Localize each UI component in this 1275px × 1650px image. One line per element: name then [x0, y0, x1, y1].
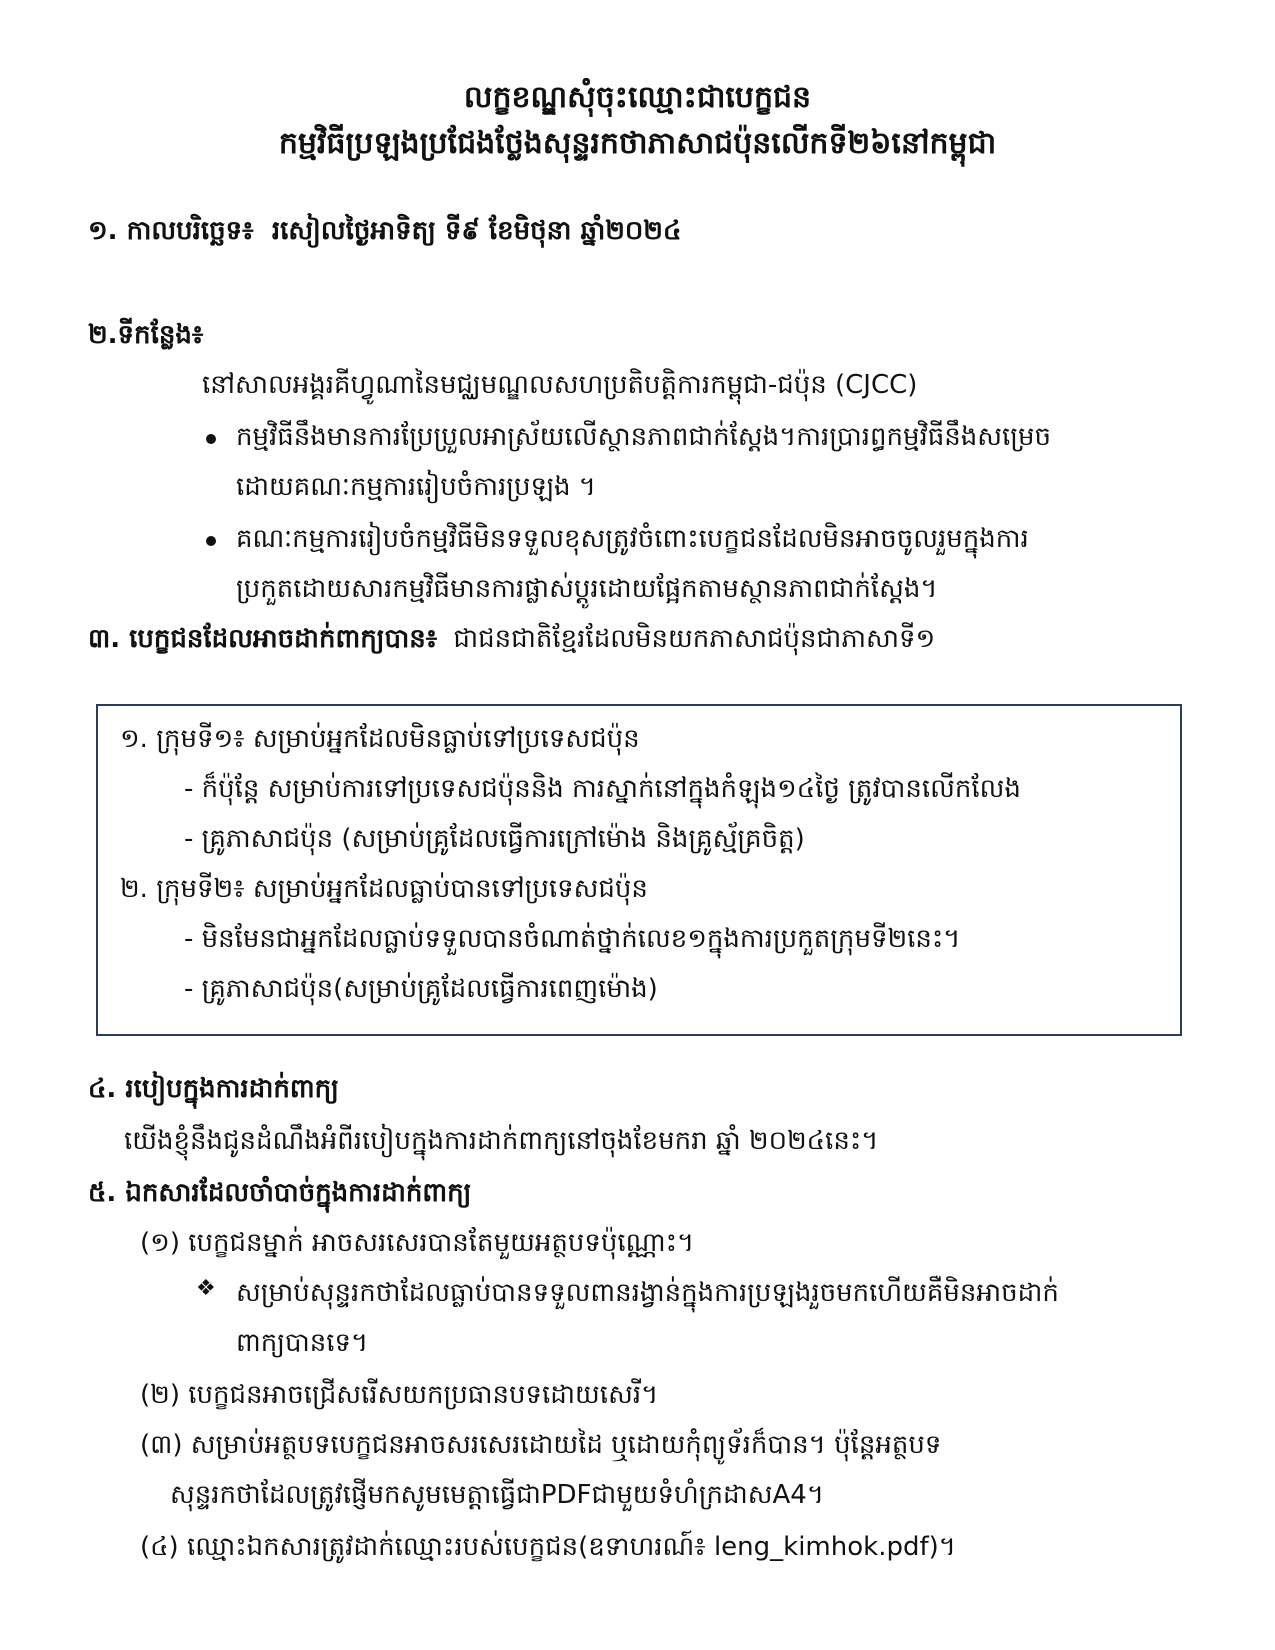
- documents-item-3-line-1: (៣) សម្រាប់អត្ថបទបេក្ខជនអាចសរសេរដោយដៃ ឬដោយកុំព្យូទ័រក៏បាន។ ប៉ុន្តែអត្ថបទ: [140, 1430, 942, 1460]
- documents-item-1-note-line-2: ពាក្យបានទេ។: [236, 1328, 369, 1358]
- group-1-title: ១. ក្រុមទី១៖ សម្រាប់អ្នកដែលមិនធ្លាប់ទៅប្រទេសជប៉ុន: [120, 724, 640, 754]
- section-method-text: យើងខ្ញុំនឹងជូនដំណឹងអំពីរបៀបក្នុងការដាក់ពាក្យនៅចុងខែមករា ឆ្នាំ ២០២៤នេះ។: [124, 1126, 879, 1156]
- documents-item-1-note-line-1: [196, 1276, 1059, 1314]
- section-date-label: ១. កាលបរិច្ឆេទ៖: [88, 216, 254, 246]
- group-2-item-2: - គ្រូភាសាជប៉ុន(សម្រាប់គ្រូដែលធ្វើការពេញម៉ោង): [184, 974, 658, 1004]
- venue-bullet-2-line-1: គណៈកម្មការរៀបចំកម្មវិធីមិនទទួលខុសត្រូវចំពោះបេក្ខជនដែលមិនអាចចូលរួមក្នុងការ: [236, 522, 1029, 560]
- section-venue-label: ២.ទីកន្លែង៖: [88, 320, 204, 350]
- documents-item-1-note-text: សម្រាប់សុន្ទរកថាដែលធ្លាប់បានទទួលពានរង្វាន់ក្នុងការប្រឡងរួចមកហើយគឺមិនអាចដាក់: [236, 1278, 1059, 1308]
- venue-bullet-1-line-1: កម្មវិធីនឹងមានការប្រែប្រួលអាស្រ័យលើស្ថានភាពជាក់ស្តែង។ការប្រារព្ធកម្មវិធីនឹងសម្រេច: [236, 420, 1051, 458]
- diamond-bullet-icon: ❖: [196, 1276, 216, 1301]
- section-eligibility-label: ៣. បេក្ខជនដែលអាចដាក់ពាក្យបាន៖: [88, 624, 438, 654]
- group-1-item-2: - គ្រូភាសាជប៉ុន (សម្រាប់គ្រូដែលធ្វើការក្រៅម៉ោង និងគ្រូស្ម័គ្រចិត្ត): [184, 824, 805, 854]
- documents-item-3-line-2: សុន្ទរកថាដែលត្រូវផ្ញើមកសូមមេត្តាធ្វើជាPDFជាមួយទំហំក្រដាសA4។: [170, 1480, 824, 1510]
- venue-text: នៅសាលអង្គរគីហ្វូណានៃមជ្ឈមណ្ឌលសហប្រតិបត្តិការកម្ពុជា-ជប៉ុន (CJCC): [202, 370, 918, 400]
- group-1-item-1: - ក៏ប៉ុន្តែ សម្រាប់ការទៅប្រទេសជប៉ុននិង ការស្នាក់នៅក្នុងកំឡុង១៤ថ្ងៃ ត្រូវបានលើកលែង: [184, 774, 1021, 804]
- documents-item-2: (២) បេក្ខជនអាចជ្រើសរើសយកប្រធានបទដោយសេរី។: [140, 1380, 659, 1410]
- group-2-title: ២. ក្រុមទី២៖ សម្រាប់អ្នកដែលធ្លាប់បានទៅប្រទេសជប៉ុន: [120, 874, 648, 904]
- title-line-2: កម្មវិធីប្រឡងប្រជែងថ្លែងសុន្ទរកថាភាសាជប៉ុនលើកទី២៦នៅកម្ពុជា: [278, 126, 997, 161]
- title-line-1: លក្ខខណ្ឌសុំចុះឈ្មោះជាបេក្ខជន: [463, 80, 812, 115]
- documents-item-1: (១) បេក្ខជនម្នាក់ អាចសរសេរបានតែមួយអត្ថបទប៉ុណ្ណោះ។: [140, 1228, 695, 1258]
- section-date-value: រសៀលថ្ងៃអាទិត្យ ទី៩ ខែមិថុនា ឆ្នាំ២០២៤: [271, 216, 682, 246]
- documents-item-4: (៤) ឈ្មោះឯកសារត្រូវដាក់ឈ្មោះរបស់បេក្ខជន(ឧទាហរណ៍៖ leng_kimhok.pdf)។: [140, 1532, 956, 1562]
- venue-bullet-1-line-2: ដោយគណៈកម្មការរៀបចំការប្រឡង ។: [236, 472, 596, 502]
- section-method-label: ៤. របៀបក្នុងការដាក់ពាក្យ: [88, 1074, 339, 1104]
- group-2-item-1: - មិនមែនជាអ្នកដែលធ្លាប់ទទួលបានចំណាត់ថ្នាក់លេខ១ក្នុងការប្រកួតក្រុមទី២នេះ។: [184, 924, 961, 954]
- section-eligibility: [88, 622, 935, 660]
- venue-bullet-2-line-2: ប្រកួតដោយសារកម្មវិធីមានការផ្លាស់ប្តូរដោយផ្អែកតាមស្ថានភាពជាក់ស្តែង។: [236, 574, 938, 604]
- section-eligibility-value: ជាជនជាតិខ្មែរដែលមិនយកភាសាជប៉ុនជាភាសាទី១: [453, 624, 936, 654]
- section-date: [88, 214, 681, 252]
- section-documents-label: ៥. ឯកសារដែលចាំបាច់ក្នុងការដាក់ពាក្យ: [88, 1178, 472, 1208]
